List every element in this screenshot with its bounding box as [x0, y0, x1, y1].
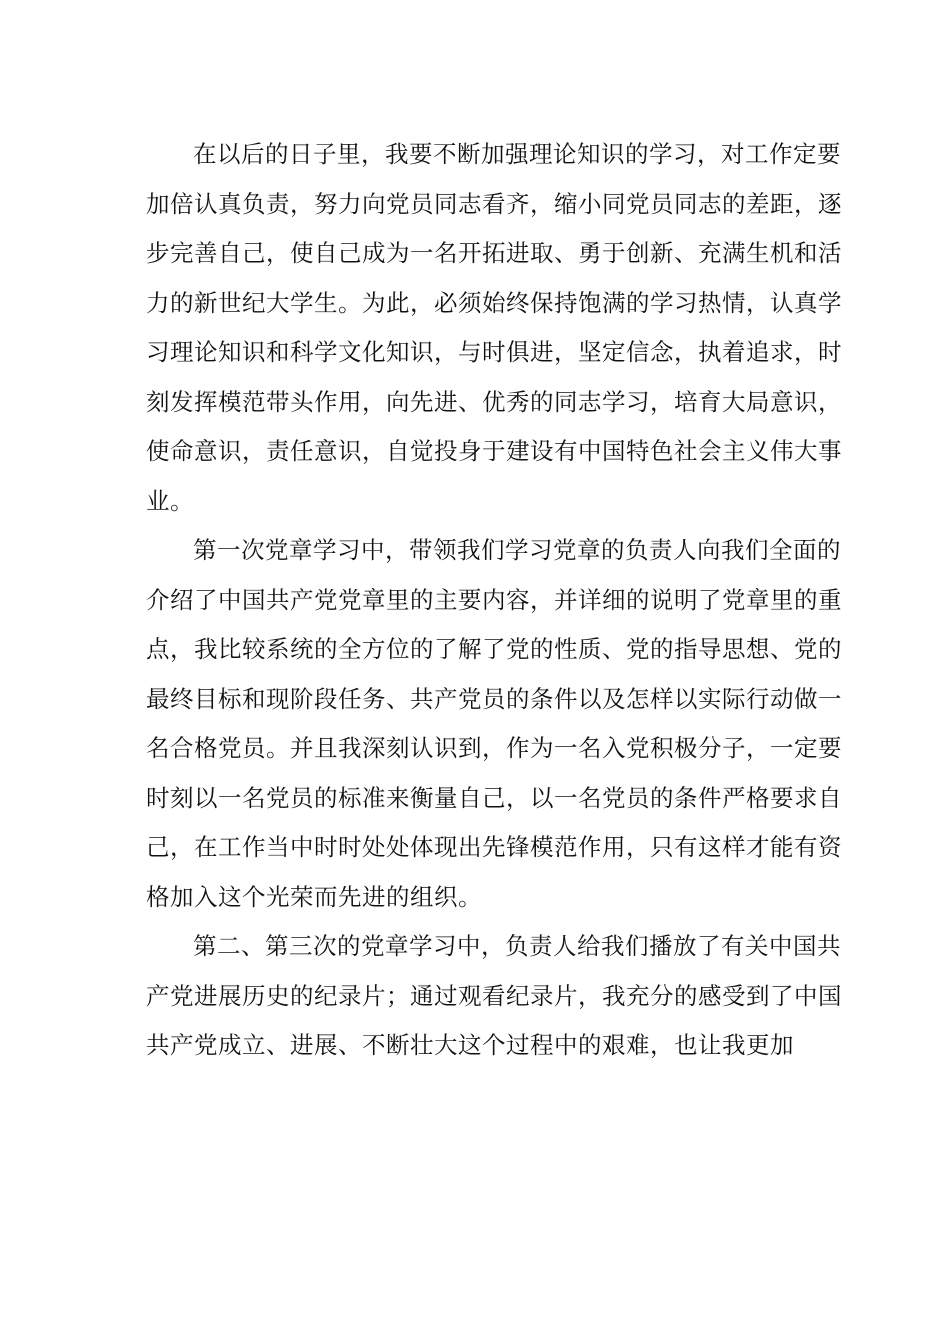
text-line: 格加入这个光荣而先进的组织。	[146, 882, 482, 911]
text-line: 业。	[146, 486, 194, 515]
text-line: 刻发挥模范带头作用，向先进、优秀的同志学习，培育大局意识，	[146, 387, 842, 416]
text-line: 在以后的日子里，我要不断加强理论知识的学习，对工作定要	[193, 140, 841, 168]
text-line: 共产党成立、进展、不断壮大这个过程中的艰难，也让我更加	[146, 1031, 794, 1059]
text-line: 习理论知识和科学文化知识，与时俱进，坚定信念，执着追求，时	[146, 338, 842, 366]
text-line: 加倍认真负责，努力向党员同志看齐，缩小同党员同志的差距，逐	[146, 189, 842, 218]
text-line: 步完善自己，使自己成为一名开拓进取、勇于创新、充满生机和活	[146, 239, 842, 267]
text-line: 力的新世纪大学生。为此，必须始终保持饱满的学习热情，认真学	[146, 288, 842, 317]
text-line: 产党进展历史的纪录片；通过观看纪录片，我充分的感受到了中国	[146, 981, 842, 1010]
text-line: 最终目标和现阶段任务、共产党员的条件以及怎样以实际行动做一	[146, 684, 842, 713]
text-line: 第二、第三次的党章学习中，负责人给我们播放了有关中国共	[193, 932, 841, 960]
body-text	[146, 130, 842, 1071]
text-line: 点，我比较系统的全方位的了解了党的性质、党的指导思想、党的	[146, 635, 842, 663]
text-line: 时刻以一名党员的标准来衡量自己，以一名党员的条件严格要求自	[146, 783, 842, 812]
text-line: 第一次党章学习中，带领我们学习党章的负责人向我们全面的	[193, 536, 841, 564]
text-line: 名合格党员。并且我深刻认识到，作为一名入党积极分子，一定要	[146, 734, 842, 762]
text-line: 使命意识，责任意识，自觉投身于建设有中国特色社会主义伟大事	[146, 437, 842, 465]
text-line: 己，在工作当中时时处处体现出先锋模范作用，只有这样才能有资	[146, 833, 842, 861]
text-line: 介绍了中国共产党党章里的主要内容，并详细的说明了党章里的重	[146, 585, 842, 614]
